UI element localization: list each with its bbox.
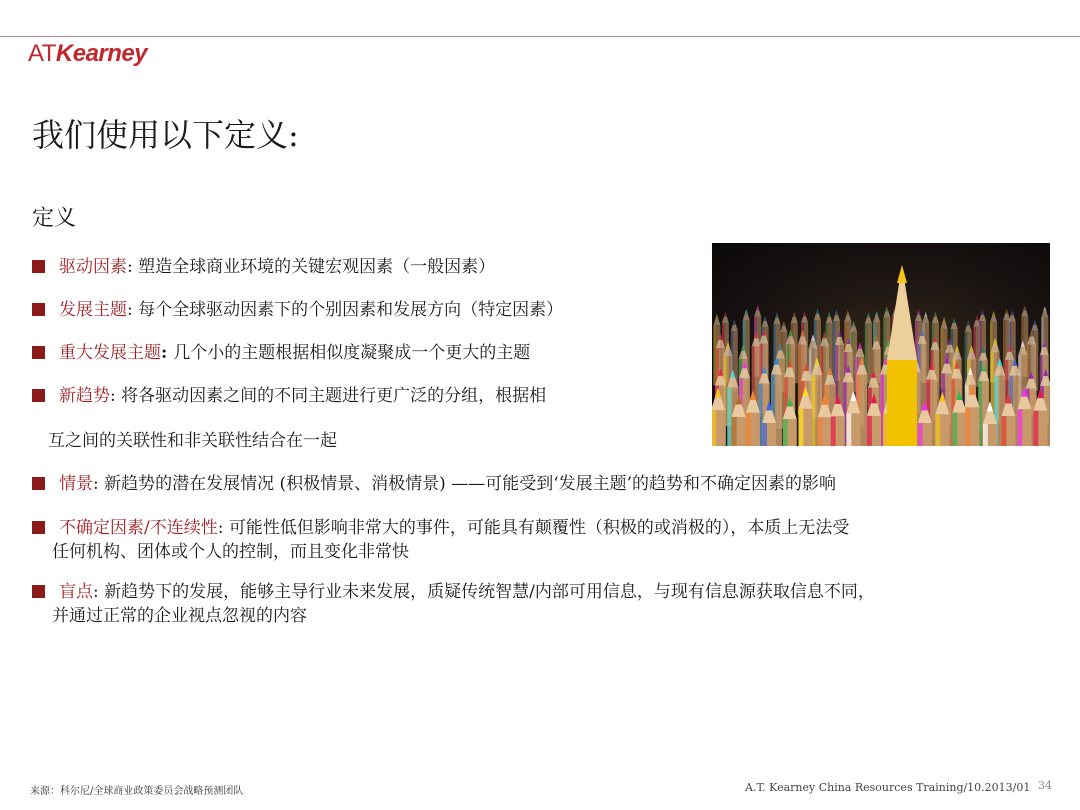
definition-term: 情景 <box>59 474 93 494</box>
definition-separator: : <box>110 386 122 406</box>
definition-text: 新趋势的潜在发展情况 (积极情景、消极情景) ——可能受到‘发展主题’的趋势和不确定因素的影响 <box>104 474 837 494</box>
definition-separator: : <box>217 518 229 538</box>
page-number: 34 <box>1038 779 1052 792</box>
logo-prefix: AT <box>28 40 56 67</box>
definition-item-scenarios <box>32 472 836 496</box>
square-bullet-icon <box>32 346 45 359</box>
page-title: 我们使用以下定义: <box>32 116 299 154</box>
atkearney-logo <box>28 40 147 68</box>
square-bullet-icon <box>32 521 45 534</box>
definition-text: 塑造全球商业环境的关键宏观因素（一般因素） <box>138 257 496 277</box>
definition-text-continuation: 并通过正常的企业视点忽视的内容 <box>52 606 307 626</box>
square-bullet-icon <box>32 389 45 402</box>
definition-text-continuation: 任何机构、团体或个人的控制，而且变化非常快 <box>52 542 409 562</box>
definition-item-uncertainties <box>32 516 849 540</box>
definition-text: 几个小的主题根据相似度凝聚成一个更大的主题 <box>173 343 531 363</box>
section-subtitle: 定义 <box>32 206 77 231</box>
pencils-illustration <box>712 243 1050 446</box>
definition-text: 新趋势下的发展，能够主导行业未来发展，质疑传统智慧/内部可用信息，与现有信息源获取信息不同， <box>104 582 875 602</box>
definition-text: 将各驱动因素之间的不同主题进行更广泛的分组，根据相 <box>121 386 547 406</box>
definition-term: 重大发展主题 <box>59 343 161 363</box>
definition-item-development-themes <box>32 298 563 322</box>
footer-training-info: A.T. Kearney China Resources Training/10.2013/01 <box>745 781 1031 794</box>
definition-term: 不确定因素/不连续性 <box>59 518 218 538</box>
definition-separator: : <box>127 257 139 277</box>
source-note: 来源：科尔尼/全球商业政策委员会战略预测团队 <box>30 786 244 797</box>
definition-separator: : <box>161 343 174 363</box>
standout-yellow-pencil <box>887 265 917 446</box>
definition-term: 盲点 <box>59 582 93 602</box>
definition-separator: : <box>93 582 105 602</box>
definition-term: 发展主题 <box>59 300 127 320</box>
definition-term: 驱动因素 <box>59 257 127 277</box>
definition-term: 新趋势 <box>59 386 110 406</box>
square-bullet-icon <box>32 477 45 490</box>
top-rule <box>0 36 1080 37</box>
colored-pencils-photo <box>712 243 1050 446</box>
square-bullet-icon <box>32 303 45 316</box>
definition-item-blind-spots <box>32 580 875 604</box>
definition-text: 每个全球驱动因素下的个别因素和发展方向（特定因素） <box>138 300 564 320</box>
definition-separator: : <box>93 474 105 494</box>
definition-item-major-themes <box>32 341 530 365</box>
definition-text: 可能性低但影响非常大的事件，可能具有颠覆性（积极的或消极的），本质上无法受 <box>228 518 850 538</box>
square-bullet-icon <box>32 260 45 273</box>
definition-separator: : <box>127 300 139 320</box>
definition-item-new-trends <box>32 384 546 408</box>
definition-item-driving-factors <box>32 255 495 279</box>
definition-text-continuation: 互之间的关联性和非关联性结合在一起 <box>48 431 337 451</box>
logo-main: Kearney <box>55 40 148 67</box>
square-bullet-icon <box>32 585 45 598</box>
